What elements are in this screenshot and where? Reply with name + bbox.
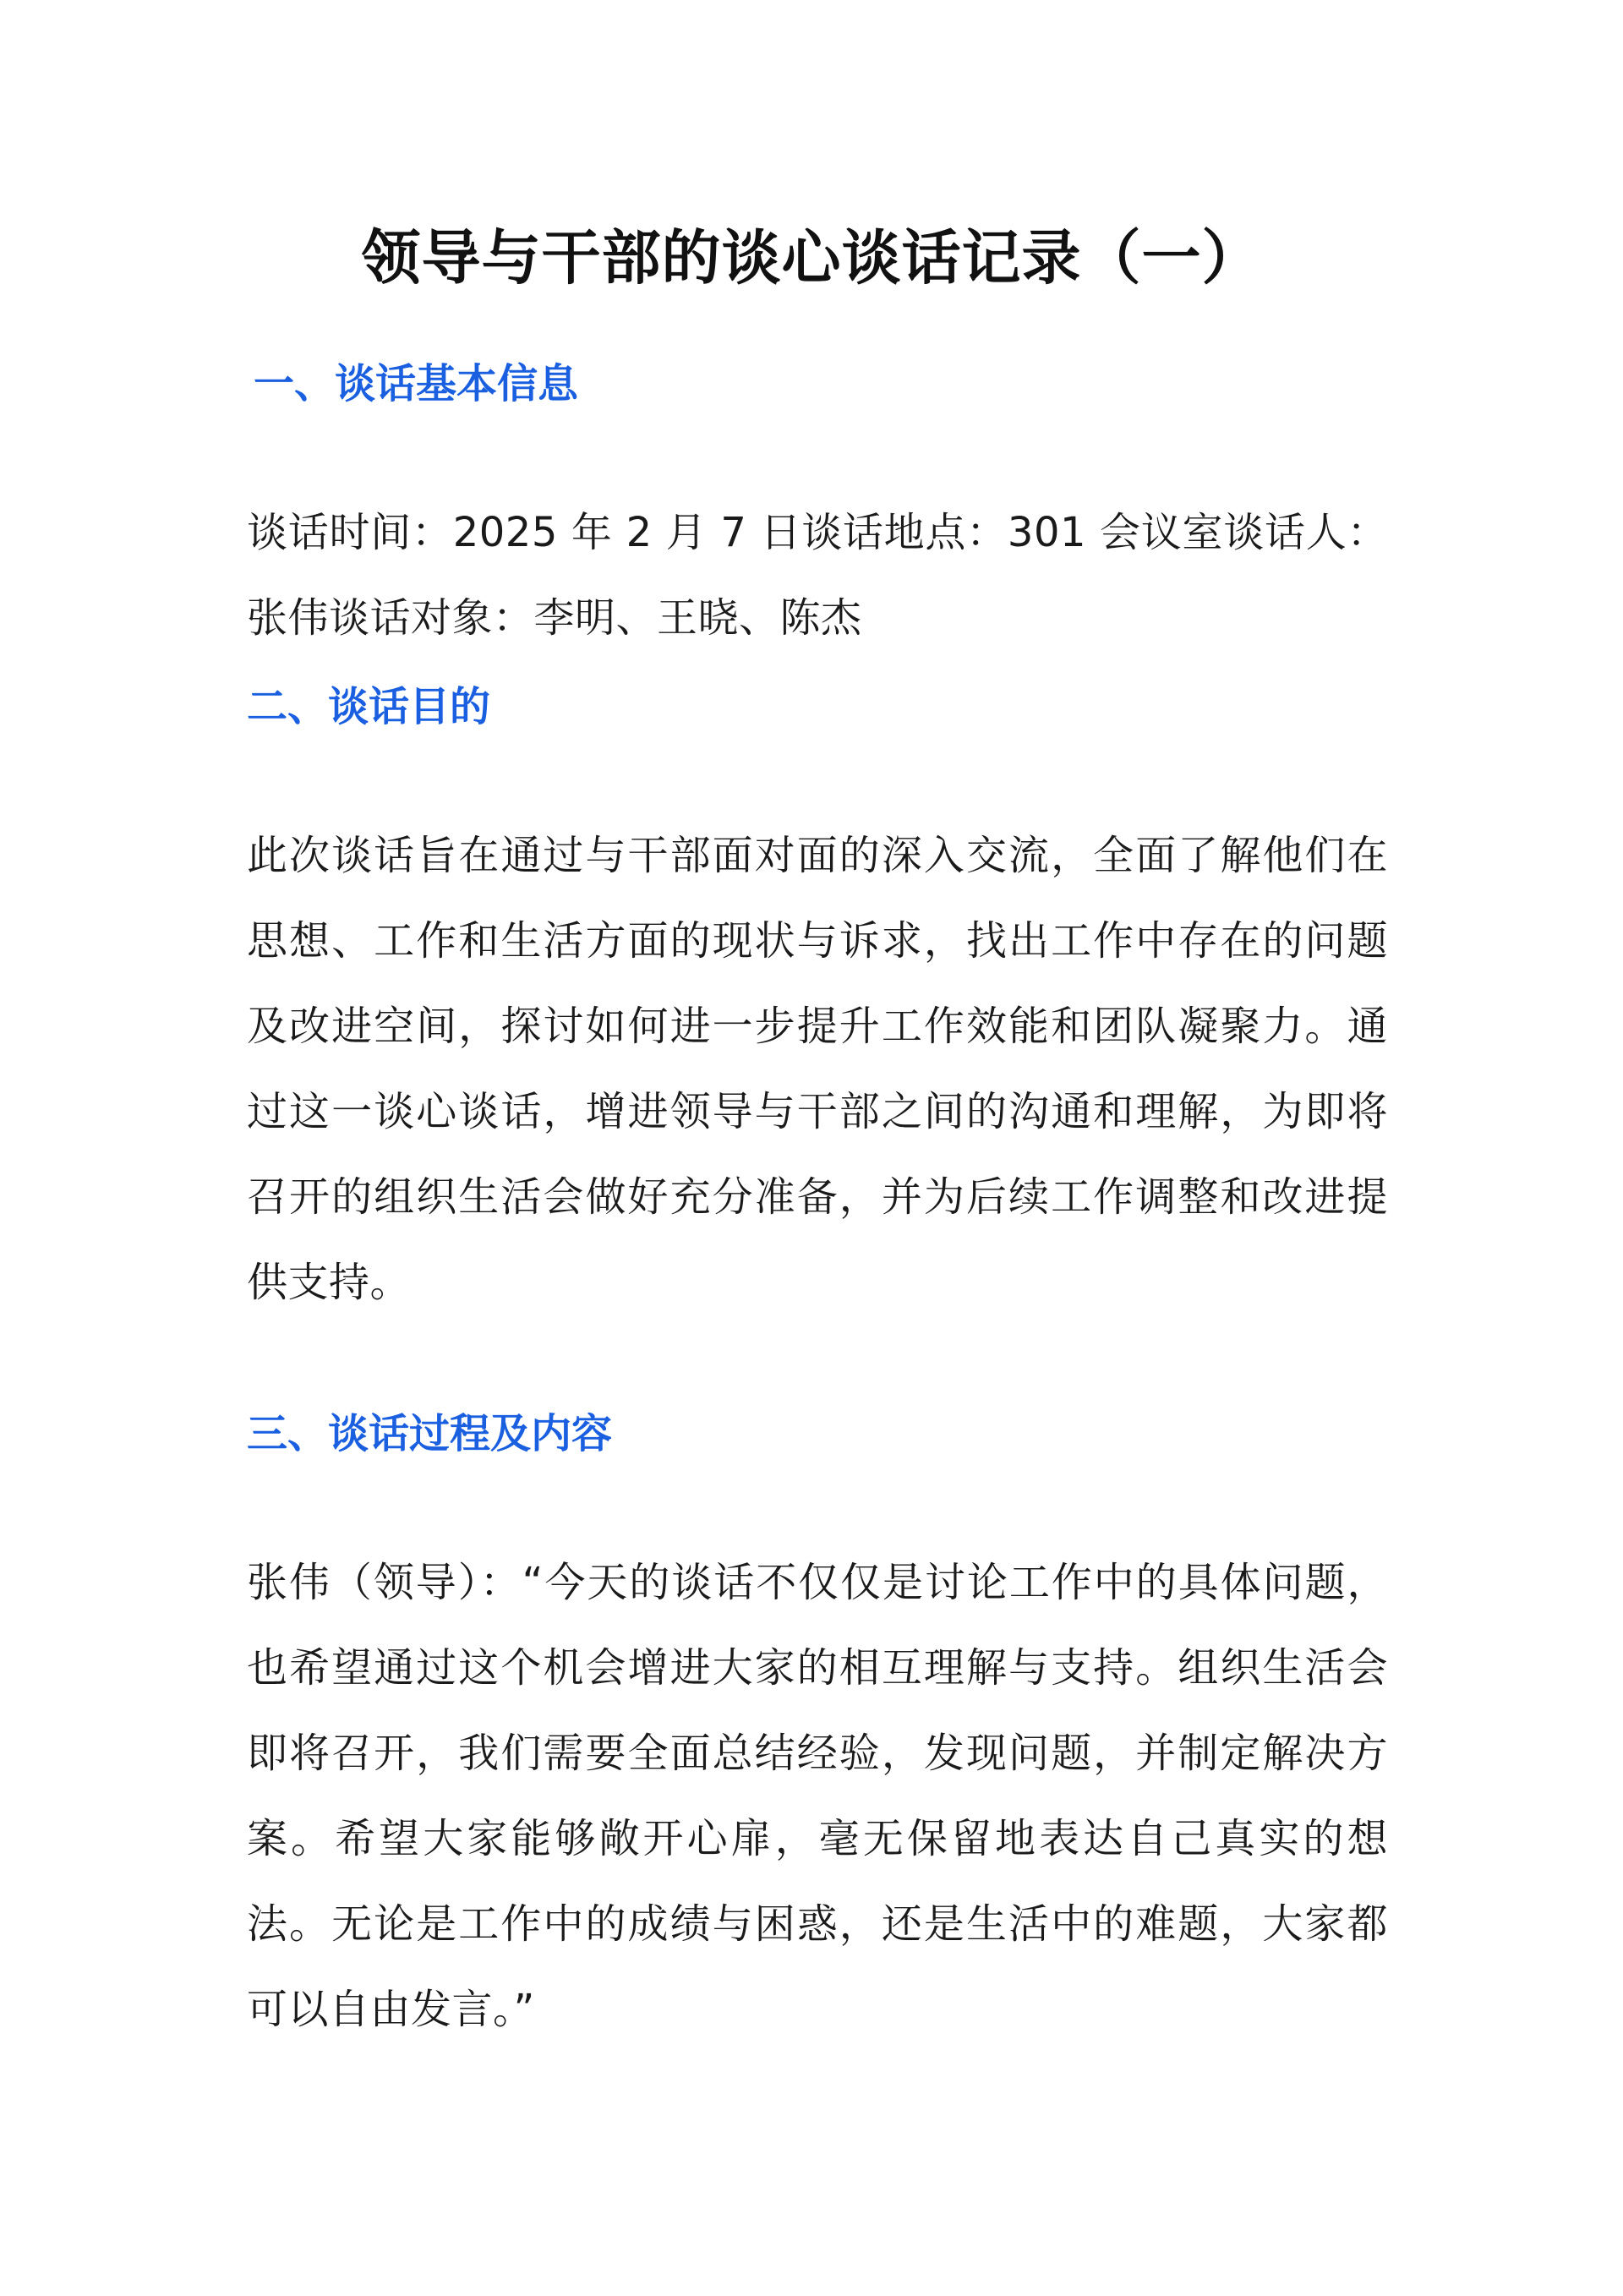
section-heading-basic-info: 一、谈话基本信息 — [254, 360, 579, 407]
purpose-paragraph: 此次谈话旨在通过与干部面对面的深入交流，全面了解他们在思想、工作和生活方面的现状与诉求，找出工作中存在的问题及改进空间，探讨如何进一步提升工作效能和团队凝聚力。通过这一谈心谈话，增进领导与干部之间的沟通和理解，为即将召开的组织生活会做好充分准备，并为后续工作调整和改进提供支持。 — [247, 832, 1388, 1306]
process-paragraph: 张伟（领导）：“今天的谈话不仅仅是讨论工作中的具体问题，也希望通过这个机会增进大家的相互理解与支持。组织生活会即将召开，我们需要全面总结经验，发现问题，并制定解决方案。希望大家能够敞开心扉，毫无保留地表达自己真实的想法。无论是工作中的成绩与困惑，还是生活中的难题，大家都可以自由发言。” — [247, 1559, 1388, 2033]
section-heading-purpose: 二、谈话目的 — [247, 683, 491, 730]
document-title: 领导与干部的谈心谈话记录（一） — [361, 223, 1262, 292]
section-heading-process: 三、谈话过程及内容 — [247, 1410, 613, 1457]
basic-info-paragraph: 谈话时间：2025 年 2 月 7 日谈话地点：301 会议室谈话人：张伟谈话对象：李明、王晓、陈杰 — [247, 509, 1388, 642]
